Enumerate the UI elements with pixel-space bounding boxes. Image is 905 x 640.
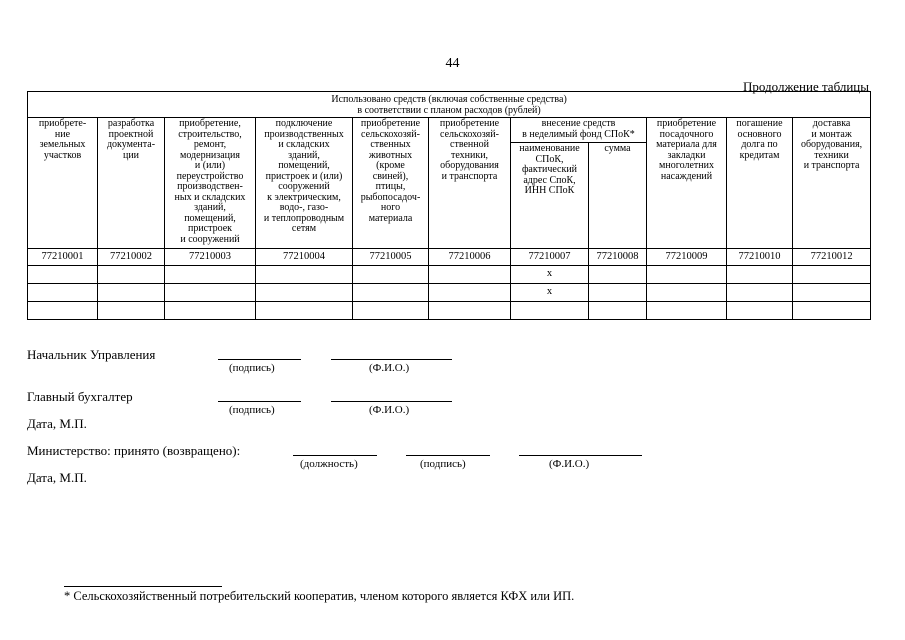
table-cell (353, 266, 429, 284)
column-header: приобретение, строительство, ремонт, модернизация и (или) переустройство производствен- ных и складских зданий, помещений, пристроек и сооружений (165, 118, 256, 249)
table-cell (727, 302, 793, 320)
table-cell (589, 302, 647, 320)
table-cell (28, 302, 98, 320)
code-cell: 77210008 (589, 249, 647, 266)
column-header: приобрете- ние земельных участков (28, 118, 98, 249)
table-cell (647, 284, 727, 302)
ministry-position-caption: (должность) (300, 458, 358, 470)
ministry-signature-line (406, 455, 490, 456)
table-cell (165, 266, 256, 284)
spok-name-cell (511, 302, 589, 320)
table-cell (647, 266, 727, 284)
code-cell: 77210010 (727, 249, 793, 266)
group-header-cell: Использовано средств (включая собственные средства) в соответствии с планом расходов (рублей) (28, 92, 871, 118)
spok-name-cell: x (511, 284, 589, 302)
table-cell (429, 284, 511, 302)
code-cell: 77210002 (98, 249, 165, 266)
footnote: * Сельскохозяйственный потребительский кооператив, членом которого является КФХ или ИП. (64, 589, 575, 603)
table-row (28, 284, 871, 302)
column-header: разработка проектной документа- ции (98, 118, 165, 249)
accountant-name-line (331, 401, 452, 402)
code-cell: 77210005 (353, 249, 429, 266)
head-signature-caption: (подпись) (229, 362, 275, 374)
accountant-name-caption: (Ф.И.О.) (369, 404, 410, 416)
ministry-name-line (519, 455, 642, 456)
table-cell (165, 284, 256, 302)
ministry-signature-caption: (подпись) (420, 458, 466, 470)
head-name-caption: (Ф.И.О.) (369, 362, 410, 374)
ministry-position-line (293, 455, 377, 456)
code-cell: 77210006 (429, 249, 511, 266)
subcolumn-header-spok-name: наименование СПоК, фактический адрес СпоК, ИНН СПоК (511, 143, 589, 249)
table-cell (98, 266, 165, 284)
group-header-row (28, 92, 871, 118)
accountant-signature-line (218, 401, 301, 402)
code-cell: 77210004 (256, 249, 353, 266)
date-stamp: Дата, М.П. (27, 470, 87, 485)
date-stamp: Дата, М.П. (27, 416, 87, 431)
table-cell (727, 284, 793, 302)
table-cell (589, 284, 647, 302)
table-cell (28, 266, 98, 284)
page-number: 44 (445, 56, 460, 71)
expense-table (27, 91, 871, 320)
table-row (28, 302, 871, 320)
ministry-label: Министерство: принято (возвращено): (27, 443, 241, 458)
table-cell (98, 284, 165, 302)
table-cell (793, 284, 871, 302)
column-header: подключение производственных и складских зданий, помещений, пристроек и (или) сооружений к электрическим, водо-, газо- и теплопроводным сетям (256, 118, 353, 249)
head-signature-line (218, 359, 301, 360)
head-name-line (331, 359, 452, 360)
spok-name-cell: x (511, 266, 589, 284)
head-label: Начальник Управления (27, 347, 156, 362)
code-cell: 77210001 (28, 249, 98, 266)
table-cell (647, 302, 727, 320)
footnote-divider (64, 586, 222, 587)
table-cell (429, 266, 511, 284)
table-row (28, 266, 871, 284)
table-cell (793, 266, 871, 284)
continuation-label: Продолжение таблицы (743, 79, 869, 94)
table-cell (727, 266, 793, 284)
column-header: доставка и монтаж оборудования, техники и транспорта (793, 118, 871, 249)
column-header-row (28, 118, 871, 143)
table-cell (165, 302, 256, 320)
table-cell (98, 302, 165, 320)
ministry-name-caption: (Ф.И.О.) (549, 458, 590, 470)
code-cell: 77210003 (165, 249, 256, 266)
column-header: приобретение сельскохозяй- ственных животных (кроме свиней), птицы, рыбопосадоч- ного материала (353, 118, 429, 249)
table-cell (353, 284, 429, 302)
accountant-signature-caption: (подпись) (229, 404, 275, 416)
column-header: погашение основного долга по кредитам (727, 118, 793, 249)
table-cell (256, 284, 353, 302)
accountant-label: Главный бухгалтер (27, 389, 133, 404)
column-header: приобретение сельскохозяй- ственной техники, оборудования и транспорта (429, 118, 511, 249)
code-cell: 77210012 (793, 249, 871, 266)
table-cell (256, 302, 353, 320)
table-cell (353, 302, 429, 320)
table-cell (589, 266, 647, 284)
codes-row (28, 249, 871, 266)
column-header: приобретение посадочного материала для закладки многолетних насаждений (647, 118, 727, 249)
table-cell (256, 266, 353, 284)
code-cell: 77210009 (647, 249, 727, 266)
table-cell (28, 284, 98, 302)
table-cell (793, 302, 871, 320)
column-header-spok: внесение средств в неделимый фонд СПоК* (511, 118, 647, 143)
subcolumn-header-amount: сумма (589, 143, 647, 249)
table-cell (429, 302, 511, 320)
code-cell: 77210007 (511, 249, 589, 266)
